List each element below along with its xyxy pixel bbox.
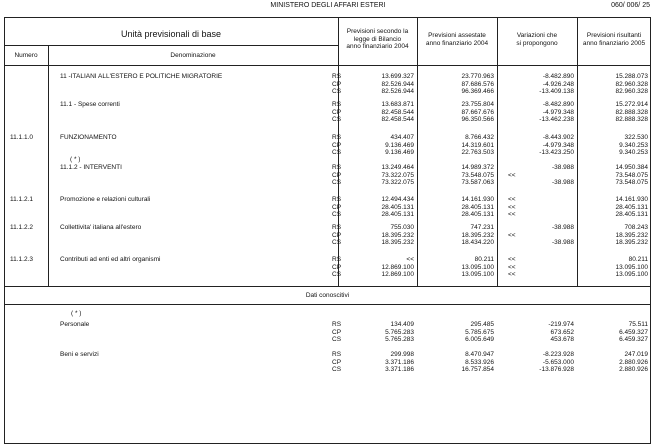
value-previsioni-bilancio: 13.249.464 (381, 164, 414, 171)
value-variazioni: << (508, 203, 516, 211)
value-previsioni-risultanti: 73.548.075 (615, 179, 648, 186)
value-previsioni-risultanti: 322.530 (624, 134, 648, 141)
column-line-2 (417, 17, 418, 286)
row-code: CP (332, 231, 342, 239)
value-previsioni-assestate: 80.211 (474, 256, 494, 263)
value-previsioni-bilancio: 299.998 (390, 351, 414, 358)
value-previsioni-assestate: 13.095.100 (461, 263, 494, 271)
row-code: CP (332, 328, 342, 336)
column-heading-previsioni-risultanti: Previsioni risultanti (586, 32, 642, 39)
value-previsioni-bilancio: 82.458.544 (381, 116, 414, 123)
value-previsioni-bilancio: 28.405.131 (381, 211, 414, 218)
value-variazioni: -38.988 (551, 164, 574, 171)
value-previsioni-assestate: 28.405.131 (461, 211, 494, 218)
value-previsioni-bilancio: 28.405.131 (381, 203, 414, 211)
value-previsioni-assestate: 14.319.601 (461, 141, 494, 149)
row-code: CP (332, 80, 342, 88)
value-previsioni-risultanti: 2.880.926 (619, 366, 648, 373)
value-previsioni-assestate: 14.989.372 (461, 164, 494, 171)
value-previsioni-assestate: 73.587.063 (461, 179, 494, 186)
row-denominazione: Collettivita' italiana all'estero (60, 224, 142, 231)
row-number: 11.1.2.2 (10, 224, 34, 231)
row-code: CS (332, 149, 342, 156)
value-previsioni-assestate: 295.485 (470, 321, 494, 328)
value-previsioni-assestate: 22.763.503 (461, 149, 494, 156)
value-previsioni-risultanti: 6.459.327 (619, 328, 648, 336)
dati-note: ( * ) (71, 310, 82, 317)
value-previsioni-bilancio: 3.371.186 (385, 366, 414, 373)
value-previsioni-risultanti: 73.548.075 (615, 171, 648, 179)
value-variazioni: -5.653.000 (542, 358, 574, 366)
row-code: CS (332, 211, 342, 218)
row-code: CS (332, 271, 342, 278)
row-denominazione: ( * ) (70, 156, 81, 163)
row-denominazione: 11 -ITALIANI ALL'ESTERO E POLITICHE MIGRATORIE (60, 73, 223, 80)
value-variazioni: -219.974 (548, 321, 574, 328)
unita-heading: Unità previsionali di base (120, 29, 222, 39)
value-variazioni: << (508, 271, 516, 278)
value-variazioni: << (508, 256, 516, 263)
value-previsioni-assestate: 747.231 (470, 224, 494, 231)
value-variazioni: << (508, 231, 516, 239)
value-previsioni-risultanti: 247.019 (624, 351, 648, 358)
dati-conoscitivi-label: Dati conoscitivi (305, 292, 350, 299)
value-variazioni: -13.423.250 (539, 149, 574, 156)
value-variazioni: -38.988 (551, 179, 574, 186)
value-previsioni-risultanti: 6.459.327 (619, 336, 648, 343)
row-denominazione: Personale (60, 321, 90, 328)
numero-heading: Numero (14, 52, 38, 59)
row-denominazione: Beni e servizi (60, 351, 99, 358)
value-previsioni-risultanti: 82.888.328 (615, 116, 648, 123)
denominazione-heading: Denominazione (170, 52, 216, 59)
value-previsioni-bilancio: 73.322.075 (381, 171, 414, 179)
value-previsioni-assestate: 13.095.100 (461, 271, 494, 278)
row-code: CS (332, 336, 342, 343)
column-heading-previsioni-assestate: anno finanziario 2004 (425, 39, 489, 47)
value-variazioni: -13.409.138 (539, 88, 574, 95)
value-previsioni-risultanti: 82.888.328 (615, 108, 648, 116)
ministry-header: MINISTERO DEGLI AFFARI ESTERI (270, 2, 386, 9)
value-previsioni-assestate: 87.686.576 (461, 80, 494, 88)
value-previsioni-risultanti: 18.395.232 (615, 231, 648, 239)
row-code: CP (332, 141, 342, 149)
value-previsioni-assestate: 18.434.220 (461, 239, 494, 246)
value-previsioni-bilancio: 5.765.283 (385, 336, 414, 343)
value-previsioni-assestate: 96.350.566 (461, 116, 494, 123)
row-code: RS (332, 164, 342, 171)
row-code: CS (332, 239, 342, 246)
value-previsioni-bilancio: 73.322.075 (381, 179, 414, 186)
value-previsioni-bilancio: 82.526.944 (381, 88, 414, 95)
column-heading-previsioni-bilancio: legge di Bilancio (353, 35, 402, 43)
row-code: RS (332, 351, 342, 358)
row-code: RS (332, 224, 342, 231)
value-previsioni-assestate: 16.757.854 (461, 366, 494, 373)
value-previsioni-assestate: 73.548.075 (461, 171, 494, 179)
value-previsioni-bilancio: 9.136.469 (385, 141, 414, 149)
value-variazioni: 673.652 (550, 328, 574, 336)
row-code: CP (332, 203, 342, 211)
value-variazioni: -8.223.928 (542, 351, 574, 358)
row-denominazione: 11.1.2 - INTERVENTI (60, 164, 122, 171)
page-number: 060/ 006/ 25 (611, 2, 650, 9)
value-variazioni: -13.462.238 (539, 116, 574, 123)
value-previsioni-risultanti: 14.950.384 (615, 164, 648, 171)
row-number: 11.1.2.3 (10, 256, 34, 263)
value-previsioni-assestate: 8.766.432 (465, 134, 494, 141)
header-bottom-line (4, 65, 651, 66)
value-variazioni: -4.979.348 (542, 141, 574, 149)
value-variazioni: -4.926.248 (542, 80, 574, 88)
row-code: RS (332, 321, 342, 328)
row-code: CP (332, 263, 342, 271)
row-code: RS (332, 134, 342, 141)
value-previsioni-bilancio: 12.869.100 (381, 271, 414, 278)
value-previsioni-assestate: 96.369.466 (461, 88, 494, 95)
column-heading-variazioni: si propongono (516, 39, 558, 47)
value-previsioni-bilancio: << (406, 256, 414, 263)
value-previsioni-assestate: 8.470.947 (465, 351, 494, 358)
value-previsioni-risultanti: 75.511 (628, 321, 648, 328)
value-previsioni-risultanti: 708.243 (624, 224, 648, 231)
value-previsioni-assestate: 5.785.675 (465, 328, 494, 336)
value-previsioni-bilancio: 755.030 (390, 224, 414, 231)
row-denominazione: Contributi ad enti ed altri organismi (60, 256, 161, 263)
value-previsioni-risultanti: 28.405.131 (615, 203, 648, 211)
row-number: 11.1.2.1 (10, 196, 34, 203)
value-previsioni-bilancio: 9.136.469 (385, 149, 414, 156)
numero-column-line (48, 45, 49, 286)
value-variazioni: << (508, 196, 516, 203)
value-previsioni-risultanti: 2.880.926 (619, 358, 648, 366)
value-previsioni-risultanti: 18.395.232 (615, 239, 648, 246)
row-denominazione: Promozione e relazioni culturali (60, 196, 151, 203)
value-previsioni-bilancio: 5.765.283 (385, 328, 414, 336)
row-code: RS (332, 101, 342, 108)
column-heading-previsioni-bilancio: anno finanziario 2004 (346, 43, 409, 50)
column-heading-variazioni: Variazioni che (516, 32, 558, 39)
dati-bottom-line (4, 304, 651, 305)
value-previsioni-bilancio: 18.395.232 (381, 239, 414, 246)
value-previsioni-assestate: 14.161.930 (461, 196, 494, 203)
row-code: CS (332, 366, 342, 373)
row-code: CP (332, 358, 342, 366)
value-previsioni-bilancio: 3.371.186 (385, 358, 414, 366)
value-variazioni: << (508, 171, 516, 179)
value-variazioni: -8.443.902 (542, 134, 574, 141)
value-previsioni-bilancio: 134.409 (390, 321, 414, 328)
value-previsioni-risultanti: 9.340.253 (619, 141, 648, 149)
value-previsioni-risultanti: 13.095.100 (615, 263, 648, 271)
value-previsioni-risultanti: 82.960.328 (615, 80, 648, 88)
row-code: CS (332, 116, 342, 123)
value-variazioni: -38.988 (551, 224, 574, 231)
row-code: RS (332, 196, 342, 203)
value-previsioni-bilancio: 12.869.100 (381, 263, 414, 271)
row-denominazione: FUNZIONAMENTO (60, 134, 117, 141)
value-variazioni: << (508, 211, 516, 218)
row-code: CS (332, 88, 342, 95)
value-variazioni: -8.482.890 (542, 73, 574, 80)
value-previsioni-bilancio: 13.683.871 (381, 101, 414, 108)
value-previsioni-risultanti: 14.161.930 (615, 196, 648, 203)
value-previsioni-risultanti: 82.960.328 (615, 88, 648, 95)
value-previsioni-assestate: 23.770.963 (461, 73, 494, 80)
value-previsioni-bilancio: 18.395.232 (381, 231, 414, 239)
column-heading-previsioni-bilancio: Previsioni secondo la (346, 28, 409, 35)
column-line-3 (497, 17, 498, 286)
value-previsioni-risultanti: 15.288.073 (615, 73, 648, 80)
column-heading-previsioni-assestate: Previsioni assestate (428, 32, 486, 39)
value-previsioni-risultanti: 15.272.914 (615, 101, 648, 108)
column-heading-previsioni-risultanti: anno finanziario 2005 (582, 39, 646, 47)
row-denominazione: 11.1 - Spese correnti (60, 101, 120, 108)
value-variazioni: << (508, 263, 516, 271)
row-code: RS (332, 256, 342, 263)
row-code: CS (332, 179, 342, 186)
value-variazioni: -4.979.348 (542, 108, 574, 116)
value-previsioni-risultanti: 28.405.131 (615, 211, 648, 218)
value-previsioni-risultanti: 80.211 (628, 256, 648, 263)
value-variazioni: -8.482.890 (542, 101, 574, 108)
value-previsioni-assestate: 8.533.926 (465, 358, 494, 366)
value-previsioni-risultanti: 9.340.253 (619, 149, 648, 156)
value-previsioni-assestate: 6.005.649 (465, 336, 494, 343)
value-previsioni-assestate: 87.667.676 (461, 108, 494, 116)
header-divider-line (4, 45, 338, 46)
value-previsioni-bilancio: 82.526.944 (381, 80, 414, 88)
value-previsioni-bilancio: 13.699.327 (381, 73, 414, 80)
row-code: RS (332, 73, 342, 80)
value-previsioni-bilancio: 12.494.434 (381, 196, 414, 203)
value-previsioni-assestate: 28.405.131 (461, 203, 494, 211)
row-number: 11.1.1.0 (10, 134, 34, 141)
row-code: CP (332, 171, 342, 179)
value-previsioni-bilancio: 434.407 (390, 134, 414, 141)
value-variazioni: 453.678 (550, 336, 574, 343)
value-variazioni: -38.988 (551, 239, 574, 246)
dati-top-line (4, 286, 651, 287)
value-previsioni-assestate: 23.755.804 (461, 101, 494, 108)
value-previsioni-risultanti: 13.095.100 (615, 271, 648, 278)
row-code: CP (332, 108, 342, 116)
value-variazioni: -13.876.928 (539, 366, 574, 373)
value-previsioni-bilancio: 82.458.544 (381, 108, 414, 116)
value-previsioni-assestate: 18.395.232 (461, 231, 494, 239)
